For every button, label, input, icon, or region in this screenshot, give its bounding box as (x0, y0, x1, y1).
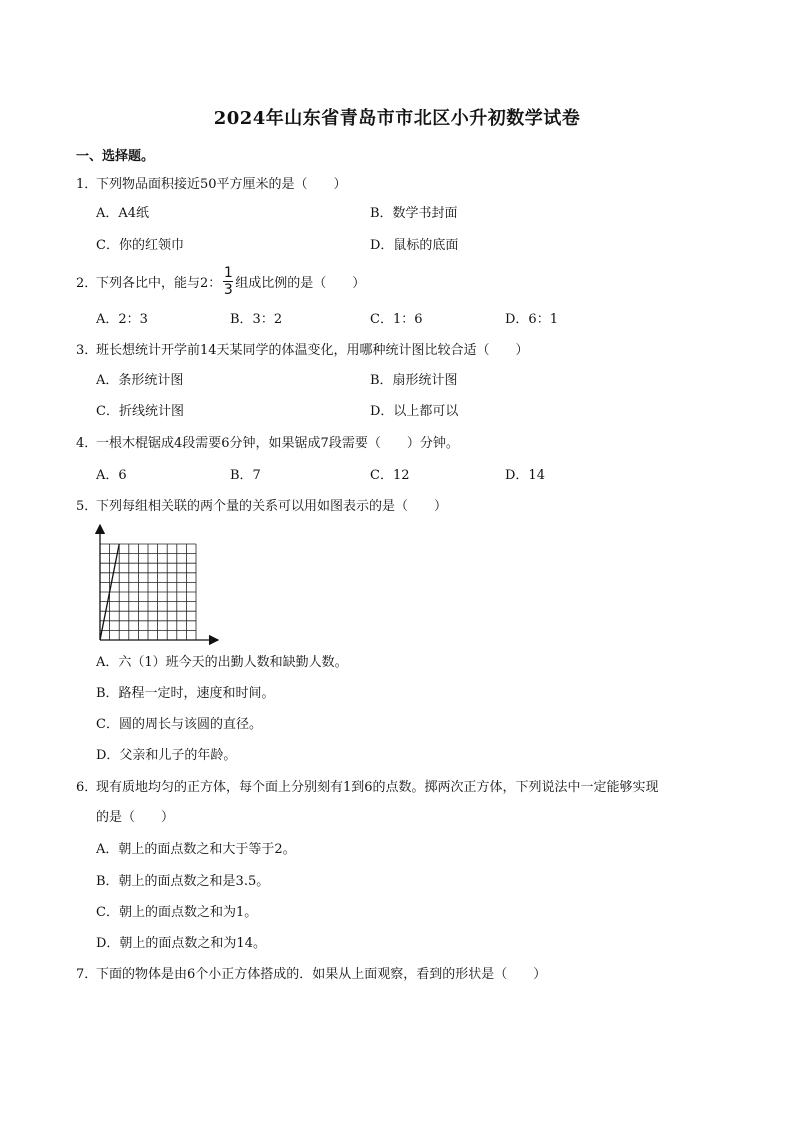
question-6-continued: 的是（ ） (96, 810, 175, 825)
option-a[interactable]: A．六（1）班今天的出勤人数和缺勤人数。 (96, 655, 348, 670)
question-4 (76, 434, 459, 454)
option-c[interactable]: C．你的红领巾 (96, 238, 184, 253)
question-number: 1． (76, 177, 98, 192)
option-d[interactable]: D．以上都可以 (370, 404, 459, 419)
question-text-before: 下列各比中，能与2： (96, 276, 222, 291)
fraction-numerator: 1 (223, 265, 233, 281)
option-b[interactable]: B．3：2 (230, 312, 283, 327)
question-text: 下面的物体是由6个小正方体搭成的．如果从上面观察，看到的形状是（ ） (96, 967, 547, 982)
question-number: 5． (76, 499, 98, 514)
question-text-after: 组成比例的是（ ） (235, 276, 366, 291)
question-number: 7． (76, 967, 98, 982)
option-c[interactable]: C．朝上的面点数之和为1。 (96, 905, 258, 920)
question-3 (76, 341, 529, 361)
option-a[interactable]: A．条形统计图 (96, 373, 184, 388)
option-d[interactable]: D．鼠标的底面 (370, 238, 459, 253)
question-5 (76, 497, 447, 517)
option-a[interactable]: A．朝上的面点数之和大于等于2。 (96, 842, 296, 857)
question-text: 下列物品面积接近50平方厘米的是（ ） (96, 177, 347, 192)
question-text: 现有质地均匀的正方体，每个面上分别刻有1到6的点数。掷两次正方体，下列说法中一定能够实现 (96, 780, 659, 795)
question-text: 一根木棍锯成4段需要6分钟，如果锯成7段需要（ ）分钟。 (96, 436, 459, 451)
option-d[interactable]: D．14 (505, 468, 545, 483)
question-number: 4． (76, 436, 98, 451)
option-c[interactable]: C．12 (370, 468, 410, 483)
option-c[interactable]: C．圆的周长与该圆的直径。 (96, 717, 262, 732)
question-number: 2． (76, 276, 98, 291)
option-b[interactable]: B．数学书封面 (370, 206, 458, 221)
question-text: 下列每组相关联的两个量的关系可以用如图表示的是（ ） (96, 499, 448, 514)
section-heading: 一、选择题。 (76, 149, 155, 164)
question-1 (76, 175, 347, 195)
option-b[interactable]: B．朝上的面点数之和是3.5。 (96, 874, 270, 889)
option-b[interactable]: B．7 (230, 468, 261, 483)
fraction-denominator: 3 (223, 282, 233, 298)
page-title: 2024年山东省青岛市市北区小升初数学试卷 (213, 108, 581, 129)
question-number: 3． (76, 343, 98, 358)
question-7 (76, 965, 546, 985)
option-c[interactable]: C．1：6 (370, 312, 423, 327)
question-2 (76, 265, 366, 299)
option-a[interactable]: A．6 (96, 468, 127, 483)
grid-lines (100, 544, 196, 640)
option-d[interactable]: D．父亲和儿子的年龄。 (96, 748, 237, 763)
fraction (223, 266, 233, 297)
question-6 (76, 778, 659, 798)
option-a[interactable]: A．2：3 (96, 312, 148, 327)
question-text: 班长想统计开学前14天某同学的体温变化，用哪种统计图比较合适（ ） (96, 343, 529, 358)
option-d[interactable]: D．6：1 (505, 312, 558, 327)
question-number: 6． (76, 780, 98, 795)
option-c[interactable]: C．折线统计图 (96, 404, 184, 419)
option-d[interactable]: D．朝上的面点数之和为14。 (96, 936, 266, 951)
option-a[interactable]: A．A4纸 (96, 206, 150, 221)
option-b[interactable]: B．扇形统计图 (370, 373, 458, 388)
proportion-graph (90, 522, 222, 646)
option-b[interactable]: B．路程一定时，速度和时间。 (96, 686, 275, 701)
